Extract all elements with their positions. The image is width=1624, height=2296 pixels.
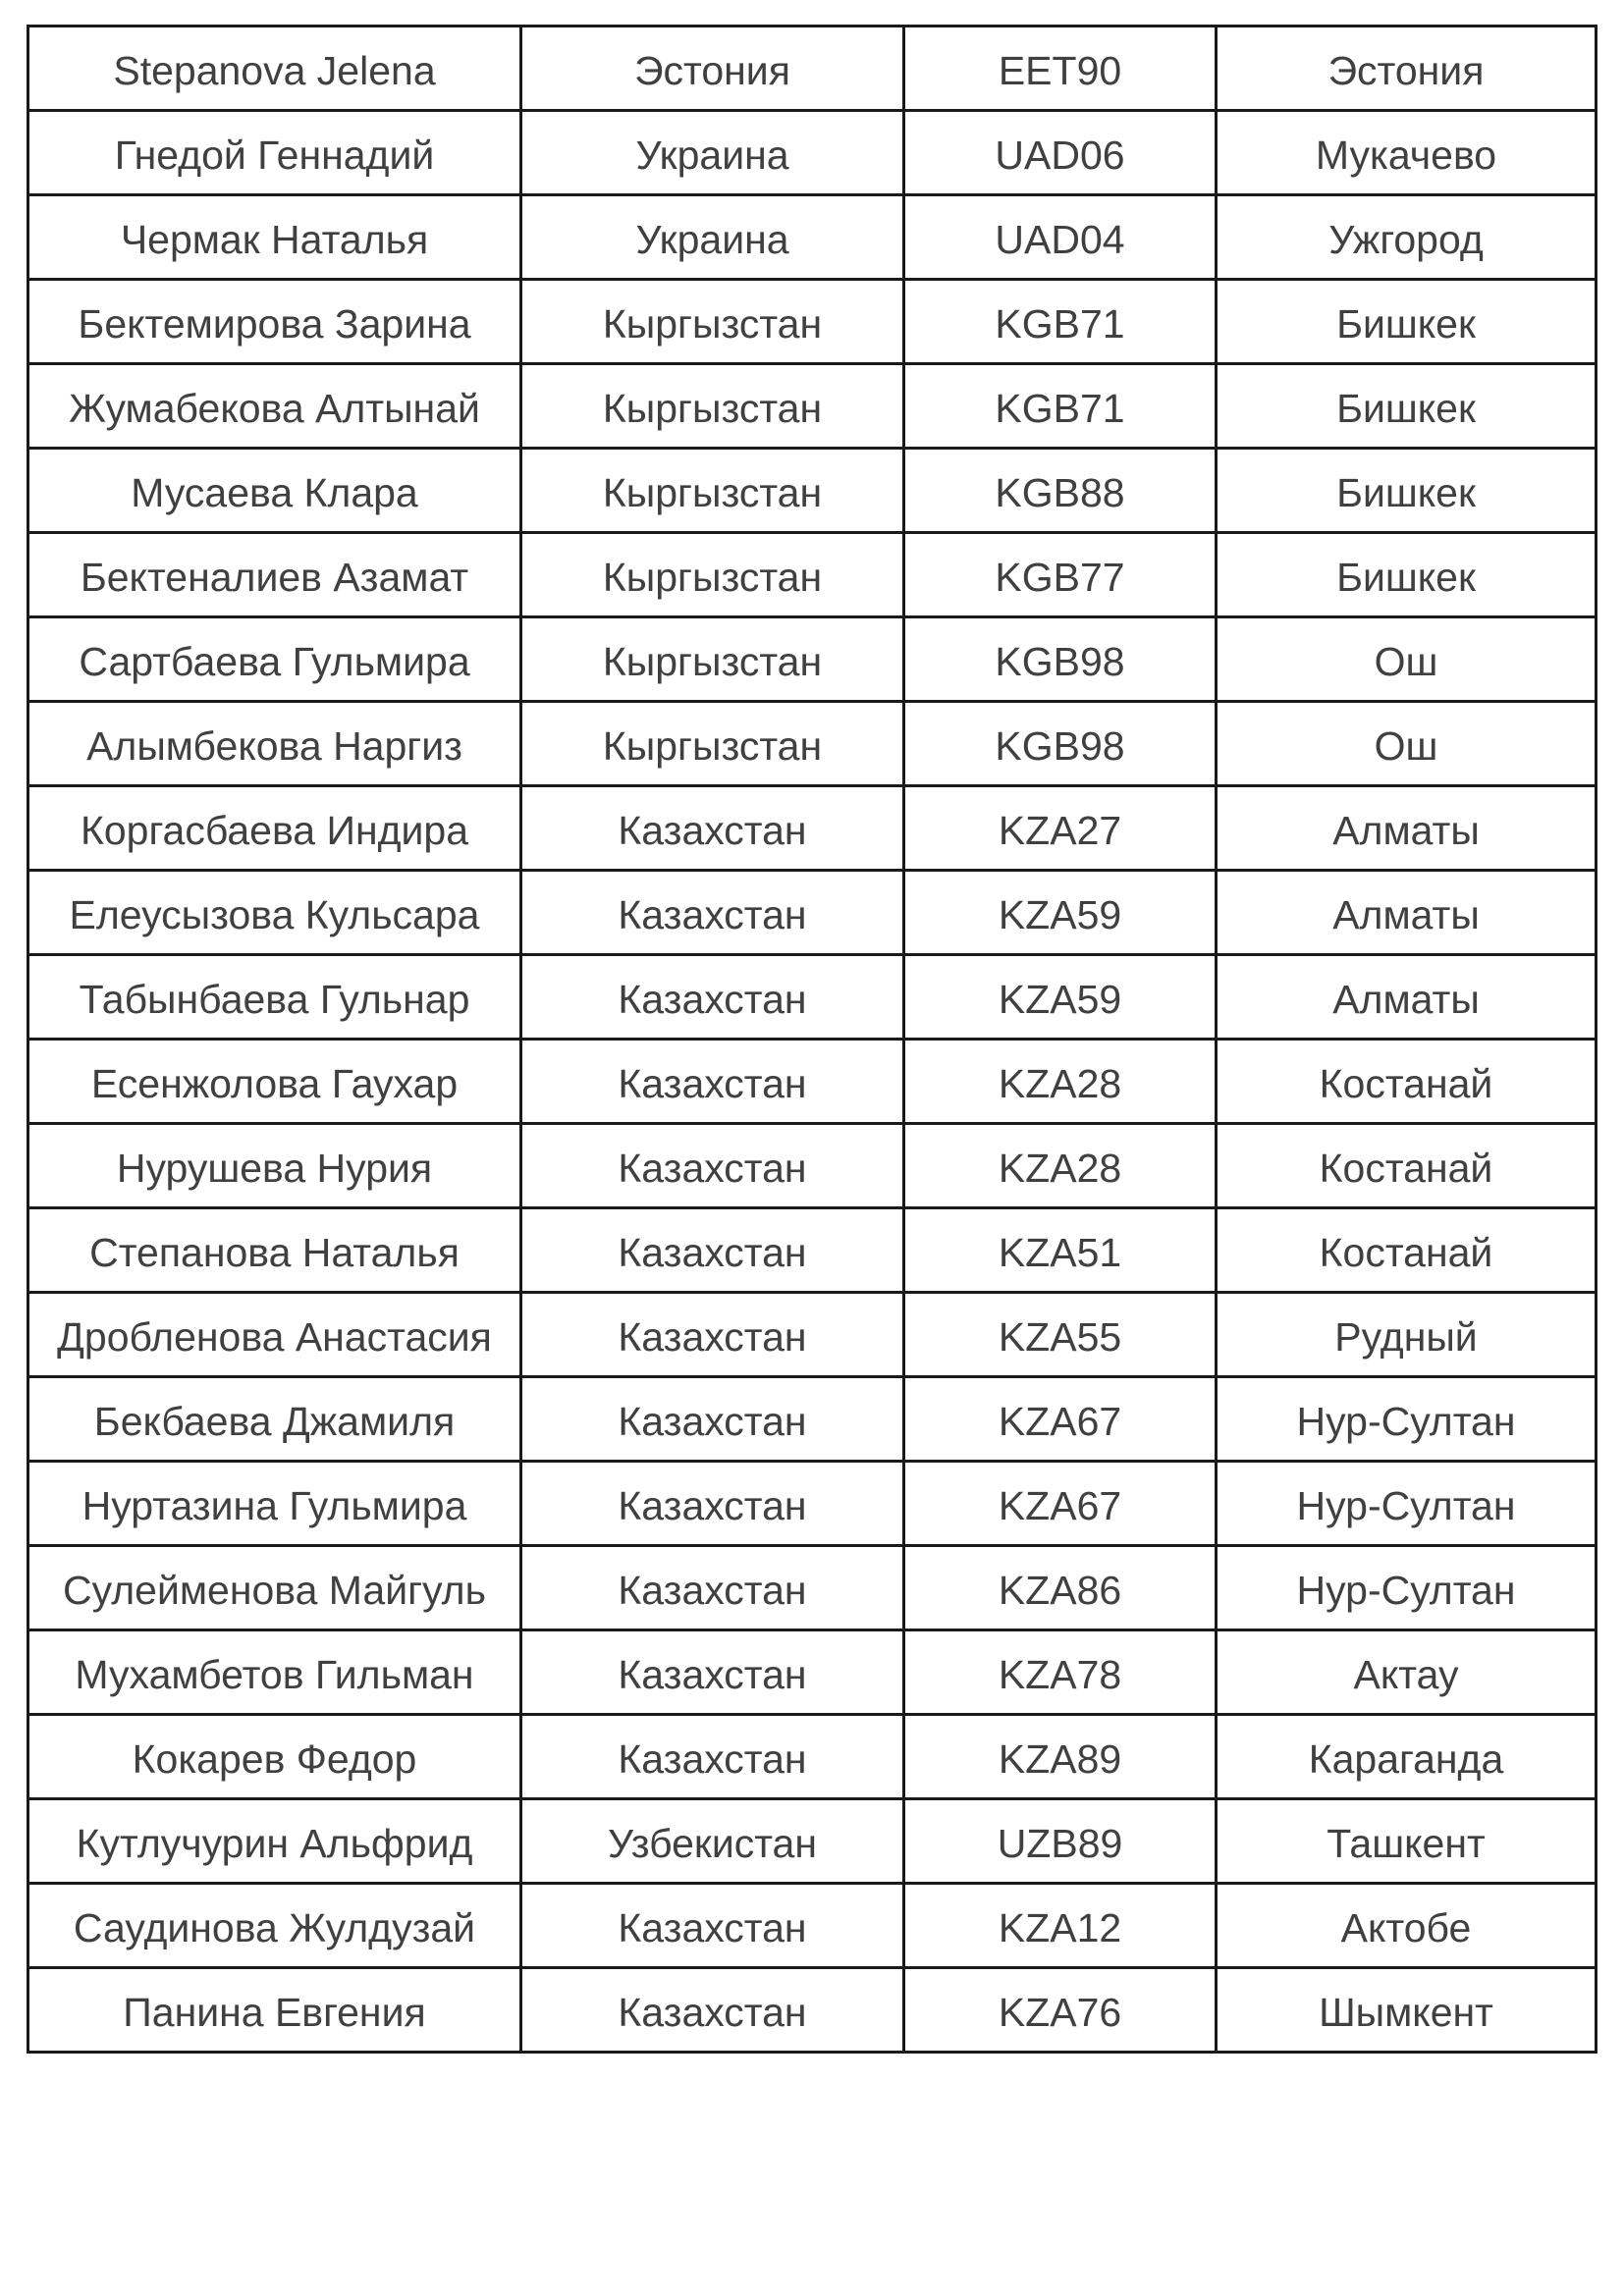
table-row [28, 1968, 1597, 2053]
country-cell: Казахстан [521, 1968, 904, 2053]
country-cell: Казахстан [521, 871, 904, 955]
city-cell: Алматы [1217, 786, 1597, 871]
city-cell: Костанай [1217, 1124, 1597, 1208]
code-cell: KGB71 [904, 280, 1217, 364]
city-cell: Ош [1217, 702, 1597, 786]
name-cell: Чермак Наталья [28, 195, 521, 280]
name-cell: Есенжолова Гаухар [28, 1040, 521, 1124]
code-cell: EET90 [904, 27, 1217, 111]
table-row [28, 27, 1597, 111]
city-cell: Ош [1217, 617, 1597, 702]
name-cell: Бекбаева Джамиля [28, 1377, 521, 1462]
name-cell: Степанова Наталья [28, 1208, 521, 1293]
code-cell: KGB77 [904, 533, 1217, 617]
city-cell: Ужгород [1217, 195, 1597, 280]
code-cell: KGB71 [904, 364, 1217, 449]
country-cell: Казахстан [521, 1630, 904, 1715]
city-cell: Рудный [1217, 1293, 1597, 1377]
table-row [28, 1124, 1597, 1208]
code-cell: KZA78 [904, 1630, 1217, 1715]
city-cell: Актобе [1217, 1884, 1597, 1968]
country-cell: Казахстан [521, 1377, 904, 1462]
country-cell: Кыргызстан [521, 617, 904, 702]
code-cell: KZA59 [904, 955, 1217, 1040]
name-cell: Саудинова Жулдузай [28, 1884, 521, 1968]
city-cell: Алматы [1217, 955, 1597, 1040]
table-row [28, 1546, 1597, 1630]
code-cell: KZA67 [904, 1377, 1217, 1462]
table-row [28, 280, 1597, 364]
participants-table [27, 25, 1597, 2054]
name-cell: Нуртазина Гульмира [28, 1462, 521, 1546]
code-cell: UAD06 [904, 111, 1217, 195]
city-cell: Костанай [1217, 1208, 1597, 1293]
city-cell: Мукачево [1217, 111, 1597, 195]
city-cell: Нур-Султан [1217, 1462, 1597, 1546]
code-cell: KZA28 [904, 1040, 1217, 1124]
country-cell: Узбекистан [521, 1799, 904, 1884]
code-cell: KZA27 [904, 786, 1217, 871]
table-row [28, 195, 1597, 280]
name-cell: Жумабекова Алтынай [28, 364, 521, 449]
table-row [28, 1630, 1597, 1715]
country-cell: Украина [521, 195, 904, 280]
name-cell: Мухамбетов Гильман [28, 1630, 521, 1715]
table-row [28, 533, 1597, 617]
code-cell: KZA86 [904, 1546, 1217, 1630]
table-row [28, 1462, 1597, 1546]
code-cell: KGB98 [904, 617, 1217, 702]
table-row [28, 1799, 1597, 1884]
code-cell: KZA12 [904, 1884, 1217, 1968]
country-cell: Кыргызстан [521, 364, 904, 449]
name-cell: Гнедой Геннадий [28, 111, 521, 195]
code-cell: KZA76 [904, 1968, 1217, 2053]
name-cell: Stepanova Jelena [28, 27, 521, 111]
name-cell: Кокарев Федор [28, 1715, 521, 1799]
city-cell: Ташкент [1217, 1799, 1597, 1884]
name-cell: Сулейменова Майгуль [28, 1546, 521, 1630]
country-cell: Кыргызстан [521, 702, 904, 786]
country-cell: Кыргызстан [521, 449, 904, 533]
table-row [28, 871, 1597, 955]
code-cell: UZB89 [904, 1799, 1217, 1884]
country-cell: Казахстан [521, 1462, 904, 1546]
code-cell: KZA67 [904, 1462, 1217, 1546]
city-cell: Караганда [1217, 1715, 1597, 1799]
table-row [28, 449, 1597, 533]
table-row [28, 786, 1597, 871]
code-cell: KZA28 [904, 1124, 1217, 1208]
city-cell: Костанай [1217, 1040, 1597, 1124]
city-cell: Бишкек [1217, 280, 1597, 364]
name-cell: Дробленова Анастасия [28, 1293, 521, 1377]
name-cell: Сартбаева Гульмира [28, 617, 521, 702]
city-cell: Бишкек [1217, 533, 1597, 617]
city-cell: Алматы [1217, 871, 1597, 955]
code-cell: KZA89 [904, 1715, 1217, 1799]
table-row [28, 702, 1597, 786]
city-cell: Бишкек [1217, 449, 1597, 533]
name-cell: Табынбаева Гульнар [28, 955, 521, 1040]
table-row [28, 1884, 1597, 1968]
country-cell: Кыргызстан [521, 280, 904, 364]
code-cell: KZA55 [904, 1293, 1217, 1377]
code-cell: UAD04 [904, 195, 1217, 280]
city-cell: Нур-Султан [1217, 1377, 1597, 1462]
name-cell: Бектемирова Зарина [28, 280, 521, 364]
code-cell: KZA59 [904, 871, 1217, 955]
table-row [28, 364, 1597, 449]
country-cell: Казахстан [521, 1293, 904, 1377]
country-cell: Кыргызстан [521, 533, 904, 617]
name-cell: Бектеналиев Азамат [28, 533, 521, 617]
code-cell: KZA51 [904, 1208, 1217, 1293]
city-cell: Актау [1217, 1630, 1597, 1715]
country-cell: Казахстан [521, 955, 904, 1040]
name-cell: Коргасбаева Индира [28, 786, 521, 871]
name-cell: Нурушева Нурия [28, 1124, 521, 1208]
city-cell: Эстония [1217, 27, 1597, 111]
table-body [28, 27, 1597, 2053]
country-cell: Казахстан [521, 1546, 904, 1630]
table-row [28, 1377, 1597, 1462]
city-cell: Бишкек [1217, 364, 1597, 449]
country-cell: Украина [521, 111, 904, 195]
name-cell: Мусаева Клара [28, 449, 521, 533]
name-cell: Алымбекова Наргиз [28, 702, 521, 786]
name-cell: Панина Евгения [28, 1968, 521, 2053]
country-cell: Эстония [521, 27, 904, 111]
country-cell: Казахстан [521, 1208, 904, 1293]
country-cell: Казахстан [521, 1040, 904, 1124]
table-row [28, 1040, 1597, 1124]
country-cell: Казахстан [521, 1884, 904, 1968]
city-cell: Нур-Султан [1217, 1546, 1597, 1630]
country-cell: Казахстан [521, 1124, 904, 1208]
table-row [28, 617, 1597, 702]
table-row [28, 955, 1597, 1040]
country-cell: Казахстан [521, 786, 904, 871]
table-row [28, 1208, 1597, 1293]
city-cell: Шымкент [1217, 1968, 1597, 2053]
code-cell: KGB98 [904, 702, 1217, 786]
table-row [28, 111, 1597, 195]
table-row [28, 1293, 1597, 1377]
code-cell: KGB88 [904, 449, 1217, 533]
name-cell: Кутлучурин Альфрид [28, 1799, 521, 1884]
table-row [28, 1715, 1597, 1799]
name-cell: Елеусызова Кульсара [28, 871, 521, 955]
country-cell: Казахстан [521, 1715, 904, 1799]
